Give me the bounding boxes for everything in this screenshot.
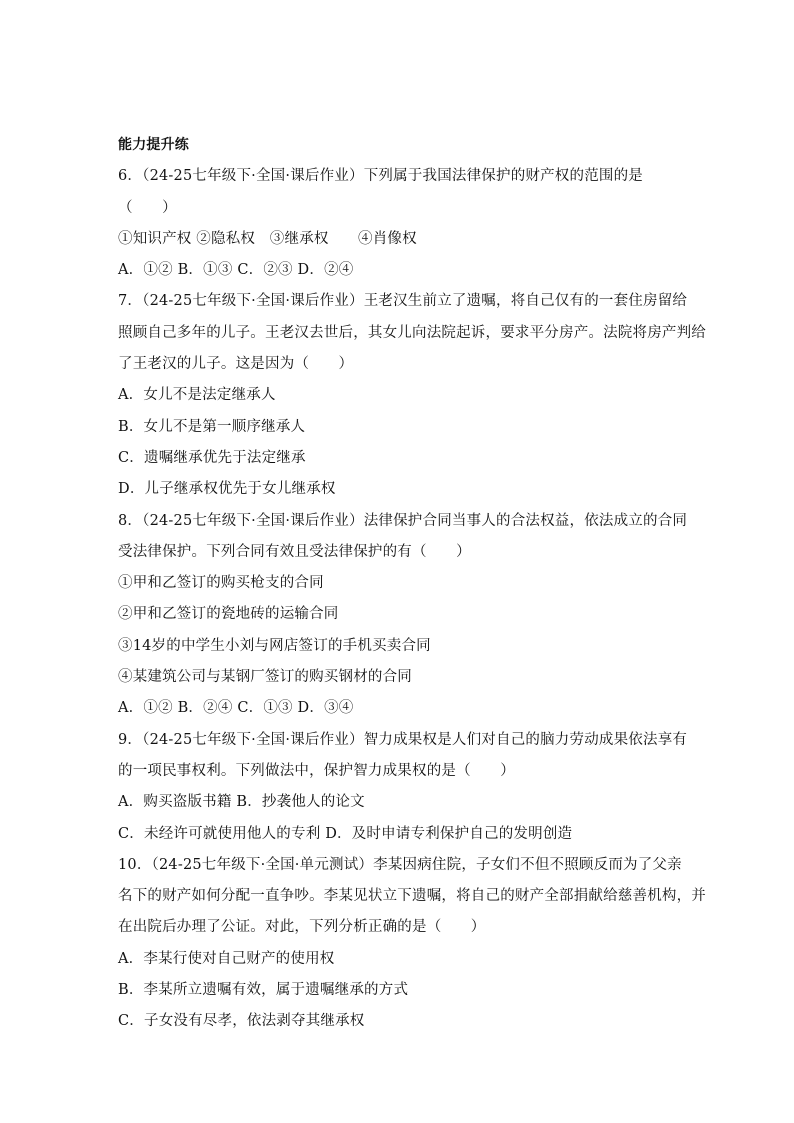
question-7-stem-line-3: 了王老汉的儿子。这是因为（ ） [118,356,354,373]
question-7-option-c: C．遗嘱继承优先于法定继承 [118,449,306,466]
question-9-stem-line-1: 9．（24-25七年级下·全国·课后作业）智力成果权是人们对自己的脑力劳动成果依法享有 [118,731,688,748]
question-7-option-a: A．女儿不是法定继承人 [118,387,276,404]
question-7-stem-line-2: 照顾自己多年的儿子。王老汉去世后，其女儿向法院起诉，要求平分房产。法院将房产判给 [118,324,706,341]
question-6-options: A．①② B．①③ C．②③ D．②④ [118,262,354,279]
question-10-option-b: B．李某所立遗嘱有效，属于遗嘱继承的方式 [118,982,409,999]
section-title: 能力提升练 [118,137,189,153]
question-8-stem-line-2: 受法律保护。下列合同有效且受法律保护的有（ ） [118,543,471,560]
question-6-items: ①知识产权 ②隐私权 ③继承权 ④肖像权 [118,230,417,247]
question-10-stem-line-1: 10．（24-25七年级下·全国·单元测试）李某因病住院，子女们不但不照顾反而为了父亲 [118,856,682,873]
question-8-item-1: ①甲和乙签订的购买枪支的合同 [118,575,324,592]
question-7-option-b: B．女儿不是第一顺序继承人 [118,418,306,435]
question-10-stem-line-3: 在出院后办理了公证。对此，下列分析正确的是（ ） [118,919,486,936]
question-6-bracket: （ ） [118,199,177,216]
question-9-options-ab: A．购买盗版书籍 B．抄袭他人的论文 [118,794,365,811]
question-8-item-3: ③14岁的中学生小刘与网店签订的手机买卖合同 [118,637,431,654]
question-8-options: A．①② B．②④ C．①③ D．③④ [118,700,354,717]
question-7-stem-line-1: 7．（24-25七年级下·全国·课后作业）王老汉生前立了遗嘱，将自己仅有的一套住房留给 [118,293,688,310]
question-8-item-2: ②甲和乙签订的瓷地砖的运输合同 [118,606,339,623]
question-10-option-a: A．李某行使对自己财产的使用权 [118,950,335,967]
document-page [118,130,706,1038]
question-7-option-d: D．儿子继承权优先于女儿继承权 [118,481,336,498]
question-8-item-4: ④某建筑公司与某钢厂签订的购买钢材的合同 [118,669,412,686]
question-6-stem: 6．（24-25七年级下·全国·课后作业）下列属于我国法律保护的财产权的范围的是 [118,168,643,185]
question-10-option-c: C．子女没有尽孝，依法剥夺其继承权 [118,1013,365,1030]
question-9-stem-line-2: 的一项民事权利。下列做法中，保护智力成果权的是（ ） [118,762,515,779]
question-8-stem-line-1: 8．（24-25七年级下·全国·课后作业）法律保护合同当事人的合法权益，依法成立的合同 [118,512,688,529]
question-10-stem-line-2: 名下的财产如何分配一直争吵。李某见状立下遗嘱，将自己的财产全部捐献给慈善机构，并 [118,888,706,905]
question-9-options-cd: C．未经许可就使用他人的专利 D．及时申请专利保护自己的发明创造 [118,825,573,842]
